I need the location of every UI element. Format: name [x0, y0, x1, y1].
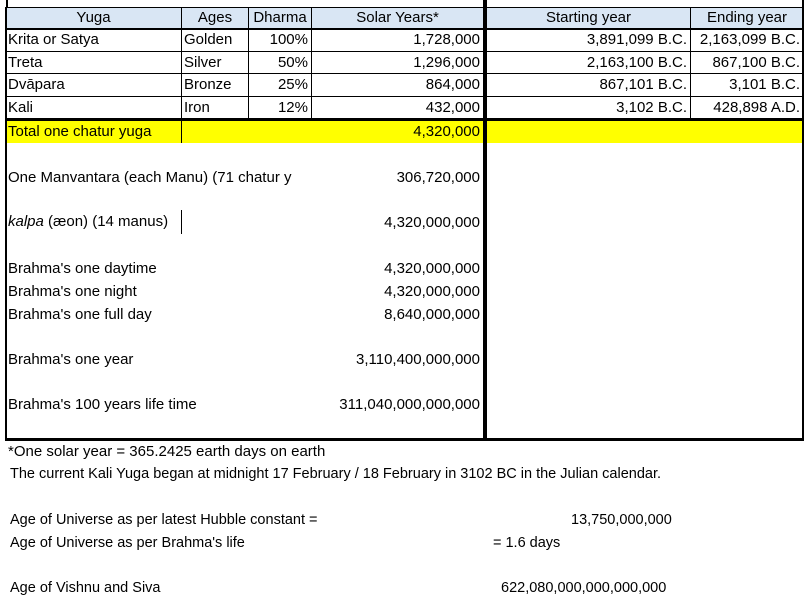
header-ending-year: Ending year	[706, 9, 788, 26]
night-value: 4,320,000,000	[384, 283, 480, 300]
header-yuga: Yuga	[76, 9, 111, 26]
row-2-yuga: Treta	[8, 54, 43, 71]
total-row-highlight-right	[487, 121, 803, 143]
manvantara-value: 306,720,000	[396, 169, 480, 186]
col-line-ages	[181, 7, 182, 121]
row-3-dharma: 25%	[277, 76, 308, 93]
hubble-label: Age of Universe as per latest Hubble constant =	[10, 512, 318, 528]
row-4-dharma: 12%	[277, 99, 308, 116]
header-top-line	[5, 7, 804, 8]
vishnu-siva-label: Age of Vishnu and Siva	[10, 580, 161, 596]
row-1-end: 2,163,099 B.C.	[699, 31, 800, 48]
row-4-solar: 432,000	[425, 99, 480, 116]
col-line-dharma	[248, 7, 249, 121]
kalpa-label-rest: (æon) (14 manus)	[43, 213, 169, 230]
row-1-dharma: 100%	[269, 31, 308, 48]
manvantara-label: One Manvantara (each Manu) (71 chatur y	[8, 169, 292, 186]
year-label: Brahma's one year	[8, 351, 134, 368]
header-ages: Ages	[197, 9, 233, 26]
total-label: Total one chatur yuga	[8, 123, 152, 140]
note-solar-year: *One solar year = 365.2425 earth days on earth	[8, 443, 326, 460]
brahma-life-label: Age of Universe as per Brahma's life	[10, 535, 245, 551]
row-1-yuga: Krita or Satya	[8, 31, 99, 48]
hubble-value: 13,750,000,000	[571, 512, 672, 528]
row-2-age: Silver	[184, 54, 222, 71]
brahma-life-value: = 1.6 days	[493, 535, 561, 551]
row-4-start: 3,102 B.C.	[616, 99, 687, 116]
row-3-start: 867,101 B.C.	[599, 76, 687, 93]
row-3-yuga: Dvāpara	[8, 76, 65, 93]
header-starting-year: Starting year	[545, 9, 632, 26]
kalpa-label	[6, 212, 312, 232]
row-4-age: Iron	[184, 99, 210, 116]
row-line-3	[5, 73, 804, 74]
row-2-end: 867,100 B.C.	[712, 54, 800, 71]
row-line-1	[5, 28, 804, 30]
fullday-value: 8,640,000,000	[384, 306, 480, 323]
row-2-dharma: 50%	[277, 54, 308, 71]
row-line-4	[5, 96, 804, 97]
col-line-ending	[690, 7, 691, 121]
daytime-label: Brahma's one daytime	[8, 260, 157, 277]
year-value: 3,110,400,000,000	[355, 351, 480, 368]
row-1-age: Golden	[184, 31, 233, 48]
header-solar-years: Solar Years*	[356, 9, 439, 26]
row-3-age: Bronze	[184, 76, 232, 93]
row-4-end: 428,898 A.D.	[713, 99, 800, 116]
header-dharma: Dharma	[253, 9, 307, 26]
fullday-label: Brahma's one full day	[8, 306, 152, 323]
row-4-yuga: Kali	[8, 99, 34, 116]
vishnu-siva-value: 622,080,000,000,000,000	[501, 580, 667, 596]
row-line-2	[5, 51, 804, 52]
night-label: Brahma's one night	[8, 283, 137, 300]
row-1-solar: 1,728,000	[413, 31, 480, 48]
lifetime-value: 311,040,000,000,000	[339, 396, 480, 413]
kalpa-label-italic: kalpa	[8, 213, 44, 230]
total-divider	[181, 121, 182, 143]
lifetime-label: Brahma's 100 years life time	[8, 396, 197, 413]
col-line-solar	[311, 7, 312, 121]
kalpa-divider	[181, 210, 182, 234]
row-1-start: 3,891,099 B.C.	[586, 31, 687, 48]
kalpa-value: 4,320,000,000	[384, 214, 480, 231]
row-2-start: 2,163,100 B.C.	[586, 54, 687, 71]
row-2-solar: 1,296,000	[413, 54, 480, 71]
total-value: 4,320,000	[413, 123, 480, 140]
row-3-solar: 864,000	[425, 76, 480, 93]
daytime-value: 4,320,000,000	[384, 260, 480, 277]
row-3-end: 3,101 B.C.	[729, 76, 800, 93]
row-line-5	[5, 118, 804, 121]
note-kali-began: The current Kali Yuga began at midnight 17 February / 18 February in 3102 BC in the Julian calendar.	[10, 466, 662, 482]
border-bottom	[5, 438, 804, 441]
